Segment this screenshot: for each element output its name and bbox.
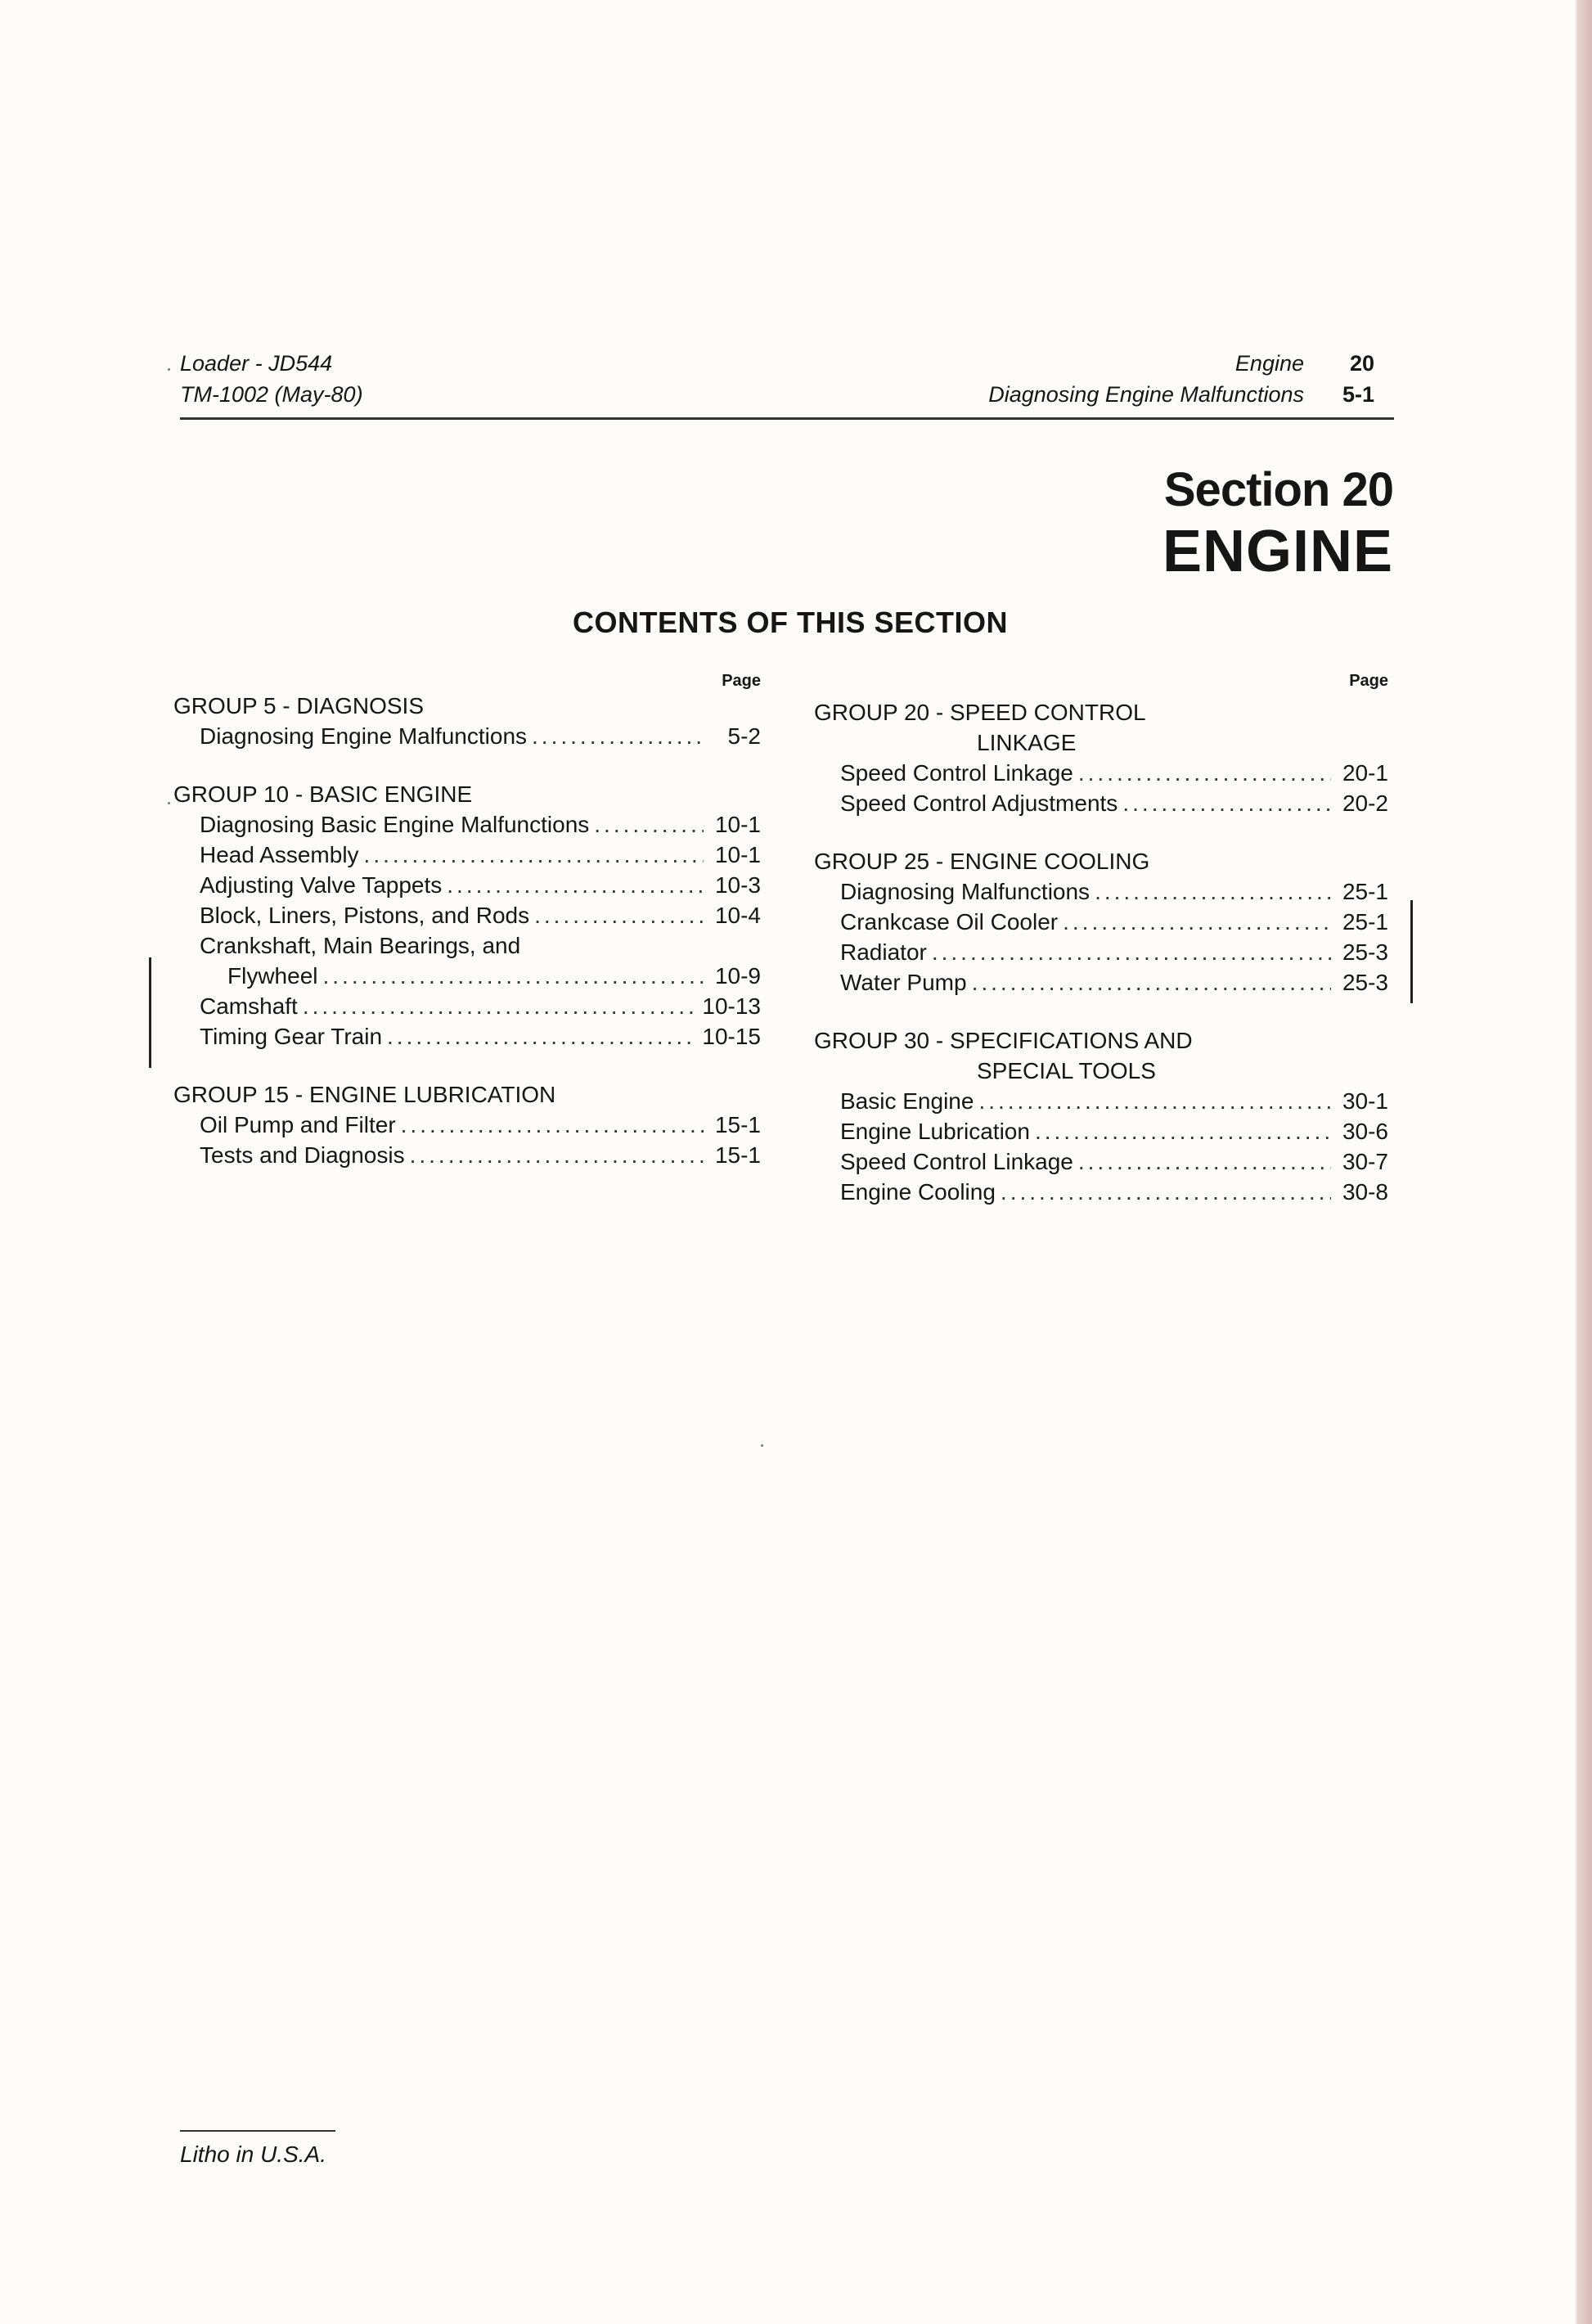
contents-entry bbox=[814, 937, 1388, 967]
contents-entry-page: 25-1 bbox=[1342, 909, 1388, 935]
dot-leader bbox=[1063, 907, 1331, 937]
contents-entry-label: Engine Cooling bbox=[840, 1179, 996, 1205]
contents-entry-label: Engine Lubrication bbox=[840, 1119, 1030, 1144]
group-title-line: LINKAGE bbox=[977, 730, 1077, 755]
group-title bbox=[814, 1025, 1388, 1086]
contents-entry-label: Head Assembly bbox=[200, 842, 359, 867]
section-number-title: Section 20 bbox=[1163, 463, 1393, 516]
contents-entry bbox=[173, 809, 761, 840]
group-title bbox=[173, 779, 761, 809]
contents-entry bbox=[814, 758, 1388, 788]
contents-entry bbox=[814, 1146, 1388, 1177]
contents-entry bbox=[173, 900, 761, 930]
contents-entry-label: Crankshaft, Main Bearings, and bbox=[200, 933, 521, 958]
header-left bbox=[180, 348, 363, 410]
contents-entry-page: 30-8 bbox=[1342, 1179, 1388, 1205]
dot-leader bbox=[1078, 758, 1331, 788]
dot-leader bbox=[1001, 1177, 1331, 1207]
contents-group bbox=[173, 1079, 761, 1170]
contents-entry-label: Crankcase Oil Cooler bbox=[840, 909, 1059, 935]
dot-leader bbox=[387, 1021, 697, 1052]
header-model: Loader - JD544 bbox=[180, 351, 333, 376]
page-column-label: Page bbox=[722, 672, 761, 690]
header-manual: TM-1002 (May-80) bbox=[180, 382, 363, 407]
contents-group bbox=[814, 846, 1388, 998]
contents-entry-label: Timing Gear Train bbox=[200, 1024, 383, 1049]
dot-leader bbox=[532, 721, 704, 751]
contents-entry-page: 10-13 bbox=[702, 993, 761, 1019]
header-rule bbox=[180, 417, 1394, 420]
contents-entry-label: Basic Engine bbox=[840, 1088, 974, 1114]
group-title bbox=[173, 691, 761, 721]
header-subject: Diagnosing Engine Malfunctions bbox=[988, 382, 1304, 407]
contents-entry-page: 5-2 bbox=[727, 723, 761, 749]
contents-entry-page: 30-7 bbox=[1342, 1149, 1388, 1174]
contents-entry-page: 25-3 bbox=[1342, 970, 1388, 995]
group-title bbox=[173, 1079, 761, 1110]
footer-rule bbox=[180, 2130, 335, 2132]
contents-entry-page: 10-4 bbox=[714, 903, 761, 928]
contents-entry bbox=[173, 1110, 761, 1140]
revision-bar bbox=[149, 957, 151, 1068]
contents-group bbox=[814, 1025, 1388, 1207]
contents-entry-page: 10-1 bbox=[714, 842, 761, 867]
contents-entry-page: 15-1 bbox=[714, 1112, 761, 1137]
contents-entry-label: Radiator bbox=[840, 939, 927, 965]
contents-entry bbox=[814, 1086, 1388, 1116]
contents-entry-label: Diagnosing Malfunctions bbox=[840, 879, 1091, 904]
contents-entry bbox=[814, 876, 1388, 907]
dot-leader bbox=[1035, 1116, 1331, 1146]
dot-leader bbox=[447, 870, 704, 900]
contents-entry bbox=[173, 840, 761, 870]
contents-entry-label: Tests and Diagnosis bbox=[200, 1142, 405, 1168]
contents-entry-page: 10-9 bbox=[714, 963, 761, 989]
contents-entry-page: 15-1 bbox=[714, 1142, 761, 1168]
header-section-number: 20 bbox=[1349, 351, 1374, 376]
header-page-number: 5-1 bbox=[1342, 382, 1374, 407]
contents-entry-page: 25-1 bbox=[1342, 879, 1388, 904]
contents-entry-page: 10-1 bbox=[714, 812, 761, 837]
contents-entry-label: Water Pump bbox=[840, 970, 967, 995]
contents-entry bbox=[814, 1177, 1388, 1207]
contents-entry bbox=[173, 1021, 761, 1052]
page-column-label: Page bbox=[1349, 672, 1388, 690]
contents-entry bbox=[814, 788, 1388, 818]
dot-leader bbox=[594, 809, 704, 840]
contents-entry-page: 10-3 bbox=[714, 872, 761, 898]
page-edge bbox=[1577, 0, 1592, 2324]
dot-leader bbox=[1078, 1146, 1331, 1177]
speck bbox=[168, 368, 170, 371]
contents-entry-page: 20-1 bbox=[1342, 760, 1388, 786]
contents-entry-label: Speed Control Linkage bbox=[840, 1149, 1073, 1174]
section-title bbox=[1162, 463, 1393, 584]
contents-heading: CONTENTS OF THIS SECTION bbox=[573, 606, 1009, 639]
contents-entry-label: Block, Liners, Pistons, and Rods bbox=[200, 903, 530, 928]
group-title-line: GROUP 20 - SPEED CONTROL bbox=[814, 700, 1146, 725]
contents-right-column bbox=[814, 673, 1388, 1235]
dot-leader bbox=[410, 1140, 704, 1170]
group-title-line: SPECIAL TOOLS bbox=[977, 1058, 1156, 1083]
header-section-name: Engine bbox=[1234, 351, 1304, 376]
dot-leader bbox=[932, 937, 1331, 967]
footer-imprint: Litho in U.S.A. bbox=[180, 2142, 326, 2167]
group-title-line: GROUP 15 - ENGINE LUBRICATION bbox=[173, 1082, 556, 1107]
contents-entry bbox=[173, 961, 761, 991]
dot-leader bbox=[1122, 788, 1331, 818]
dot-leader bbox=[364, 840, 704, 870]
contents-entry-label: Speed Control Adjustments bbox=[840, 790, 1118, 816]
contents-group bbox=[173, 779, 761, 1052]
contents-entry bbox=[814, 1116, 1388, 1146]
section-name-title: ENGINE bbox=[1162, 519, 1393, 584]
contents-entry-page: 20-2 bbox=[1342, 790, 1388, 816]
contents-entry-page: 10-15 bbox=[702, 1024, 761, 1049]
dot-leader bbox=[972, 967, 1331, 998]
contents-entry-label: Adjusting Valve Tappets bbox=[200, 872, 443, 898]
dot-leader bbox=[1095, 876, 1331, 907]
contents-entry bbox=[814, 967, 1388, 998]
group-title-line: GROUP 30 - SPECIFICATIONS AND bbox=[814, 1028, 1193, 1053]
group-title-line: GROUP 5 - DIAGNOSIS bbox=[173, 693, 424, 718]
contents-entry bbox=[814, 907, 1388, 937]
group-title bbox=[814, 697, 1388, 758]
dot-leader bbox=[401, 1110, 704, 1140]
contents-entry bbox=[173, 991, 761, 1021]
dot-leader bbox=[303, 991, 698, 1021]
group-title-line: GROUP 25 - ENGINE COOLING bbox=[814, 849, 1150, 874]
contents-group bbox=[814, 697, 1388, 818]
dot-leader bbox=[978, 1086, 1331, 1116]
contents-entry-page: 30-1 bbox=[1342, 1088, 1388, 1114]
group-title bbox=[814, 846, 1388, 876]
contents-entry bbox=[173, 870, 761, 900]
contents-entry-label: Oil Pump and Filter bbox=[200, 1112, 396, 1137]
contents-entry-label: Diagnosing Engine Malfunctions bbox=[200, 723, 528, 749]
dot-leader bbox=[322, 961, 704, 991]
contents-entry bbox=[173, 721, 761, 751]
contents-group bbox=[173, 691, 761, 751]
dot-leader bbox=[534, 900, 704, 930]
contents-entry-page: 30-6 bbox=[1342, 1119, 1388, 1144]
contents-entry-label: Flywheel bbox=[227, 963, 318, 989]
contents-entry-label: Speed Control Linkage bbox=[840, 760, 1073, 786]
header-right bbox=[988, 348, 1374, 410]
speck bbox=[761, 1444, 763, 1447]
group-title-line: GROUP 10 - BASIC ENGINE bbox=[173, 781, 473, 807]
contents-entry-page: 25-3 bbox=[1342, 939, 1388, 965]
revision-bar bbox=[1410, 900, 1413, 1003]
speck bbox=[168, 802, 170, 804]
contents-entry bbox=[173, 1140, 761, 1170]
contents-entry-label: Diagnosing Basic Engine Malfunctions bbox=[200, 812, 590, 837]
contents-left-column bbox=[173, 673, 761, 1198]
contents-entry-label: Camshaft bbox=[200, 993, 298, 1019]
